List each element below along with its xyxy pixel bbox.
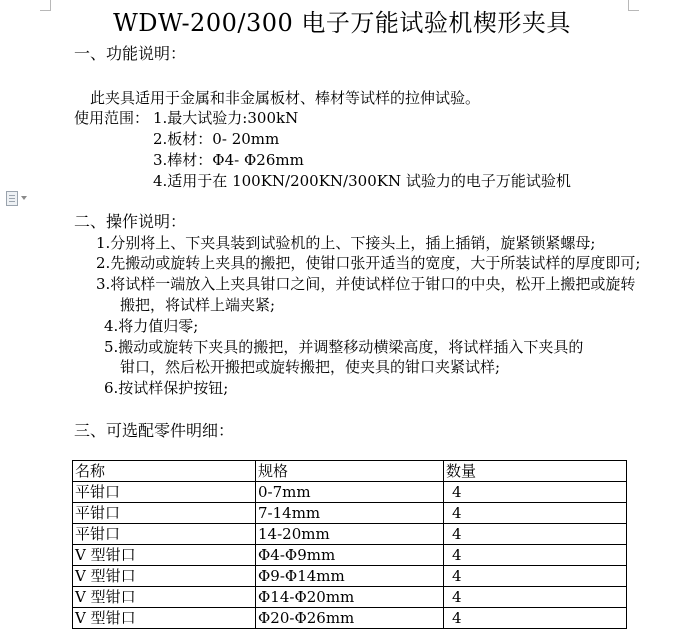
cell-qty: 4 — [444, 503, 627, 524]
table-row — [73, 608, 627, 629]
cell-name: V 型钳口 — [73, 566, 256, 587]
operation-step-3-cont: 搬把，将试样上端夹紧; — [120, 296, 276, 314]
cell-spec: Φ9-Φ14mm — [256, 566, 444, 587]
cell-spec: Φ20-Φ26mm — [256, 608, 444, 629]
operation-step-3: 3.将试样一端放入上夹具钳口之间，并使试样位于钳口的中央，松开上搬把或旋转 — [96, 275, 636, 293]
cell-spec: 7-14mm — [256, 503, 444, 524]
cell-qty: 4 — [444, 482, 627, 503]
operation-step-4: 4.将力值归零; — [104, 317, 199, 335]
cell-qty: 4 — [444, 608, 627, 629]
table-row — [73, 482, 627, 503]
table-row — [73, 587, 627, 608]
table-row — [73, 524, 627, 545]
section1-intro: 此夹具适用于金属和非金属板材、棒材等试样的拉伸试验。 — [90, 89, 481, 107]
operation-step-5: 5.搬动或旋转下夹具的搬把，并调整移动横梁高度，将试样插入下夹具的 — [104, 338, 584, 356]
cell-spec: Φ14-Φ20mm — [256, 587, 444, 608]
cell-spec: 14-20mm — [256, 524, 444, 545]
table-row — [73, 503, 627, 524]
document-title: WDW-200/300 电子万能试验机楔形夹具 — [113, 9, 571, 37]
header-spec: 规格 — [256, 461, 444, 482]
section2-heading: 二、操作说明： — [74, 212, 187, 231]
cell-qty: 4 — [444, 587, 627, 608]
cell-name: V 型钳口 — [73, 608, 256, 629]
scope-item-2: 2.板材：0- 20mm — [153, 130, 280, 148]
section3-heading: 三、可选配零件明细： — [74, 421, 235, 440]
cell-qty: 4 — [444, 524, 627, 545]
cell-name: V 型钳口 — [73, 587, 256, 608]
cell-name: V 型钳口 — [73, 545, 256, 566]
table-row — [73, 566, 627, 587]
cell-spec: 0-7mm — [256, 482, 444, 503]
usage-scope-label: 使用范围： — [74, 109, 150, 127]
cell-spec: Φ4-Φ9mm — [256, 545, 444, 566]
operation-step-6: 6.按试样保护按钮; — [104, 379, 229, 397]
parts-table — [72, 460, 627, 629]
table-header-row — [73, 461, 627, 482]
header-qty: 数量 — [444, 461, 627, 482]
document-options-icon[interactable] — [6, 190, 36, 206]
table-row — [73, 545, 627, 566]
cell-name: 平钳口 — [73, 524, 256, 545]
section1-heading: 一、功能说明： — [74, 44, 187, 63]
cell-name: 平钳口 — [73, 482, 256, 503]
header-name: 名称 — [73, 461, 256, 482]
document-sheet-icon — [6, 191, 18, 206]
cell-name: 平钳口 — [73, 503, 256, 524]
cell-qty: 4 — [444, 566, 627, 587]
scope-item-1: 1.最大试验力:300kN — [153, 109, 299, 127]
cell-qty: 4 — [444, 545, 627, 566]
scope-item-4: 4.适用于在 100KN/200KN/300KN 试验力的电子万能试验机 — [153, 172, 571, 190]
operation-step-2: 2.先搬动或旋转上夹具的搬把，使钳口张开适当的宽度，大于所装试样的厚度即可; — [96, 254, 641, 272]
operation-step-5-cont: 钳口，然后松开搬把或旋转搬把，使夹具的钳口夹紧试样; — [120, 358, 501, 376]
operation-step-1: 1.分别将上、下夹具装到试验机的上、下接头上，插上插销，旋紧锁紧螺母; — [96, 234, 596, 252]
caret-down-icon — [21, 196, 27, 200]
scope-item-3: 3.棒材：Φ4- Φ26mm — [153, 151, 304, 169]
